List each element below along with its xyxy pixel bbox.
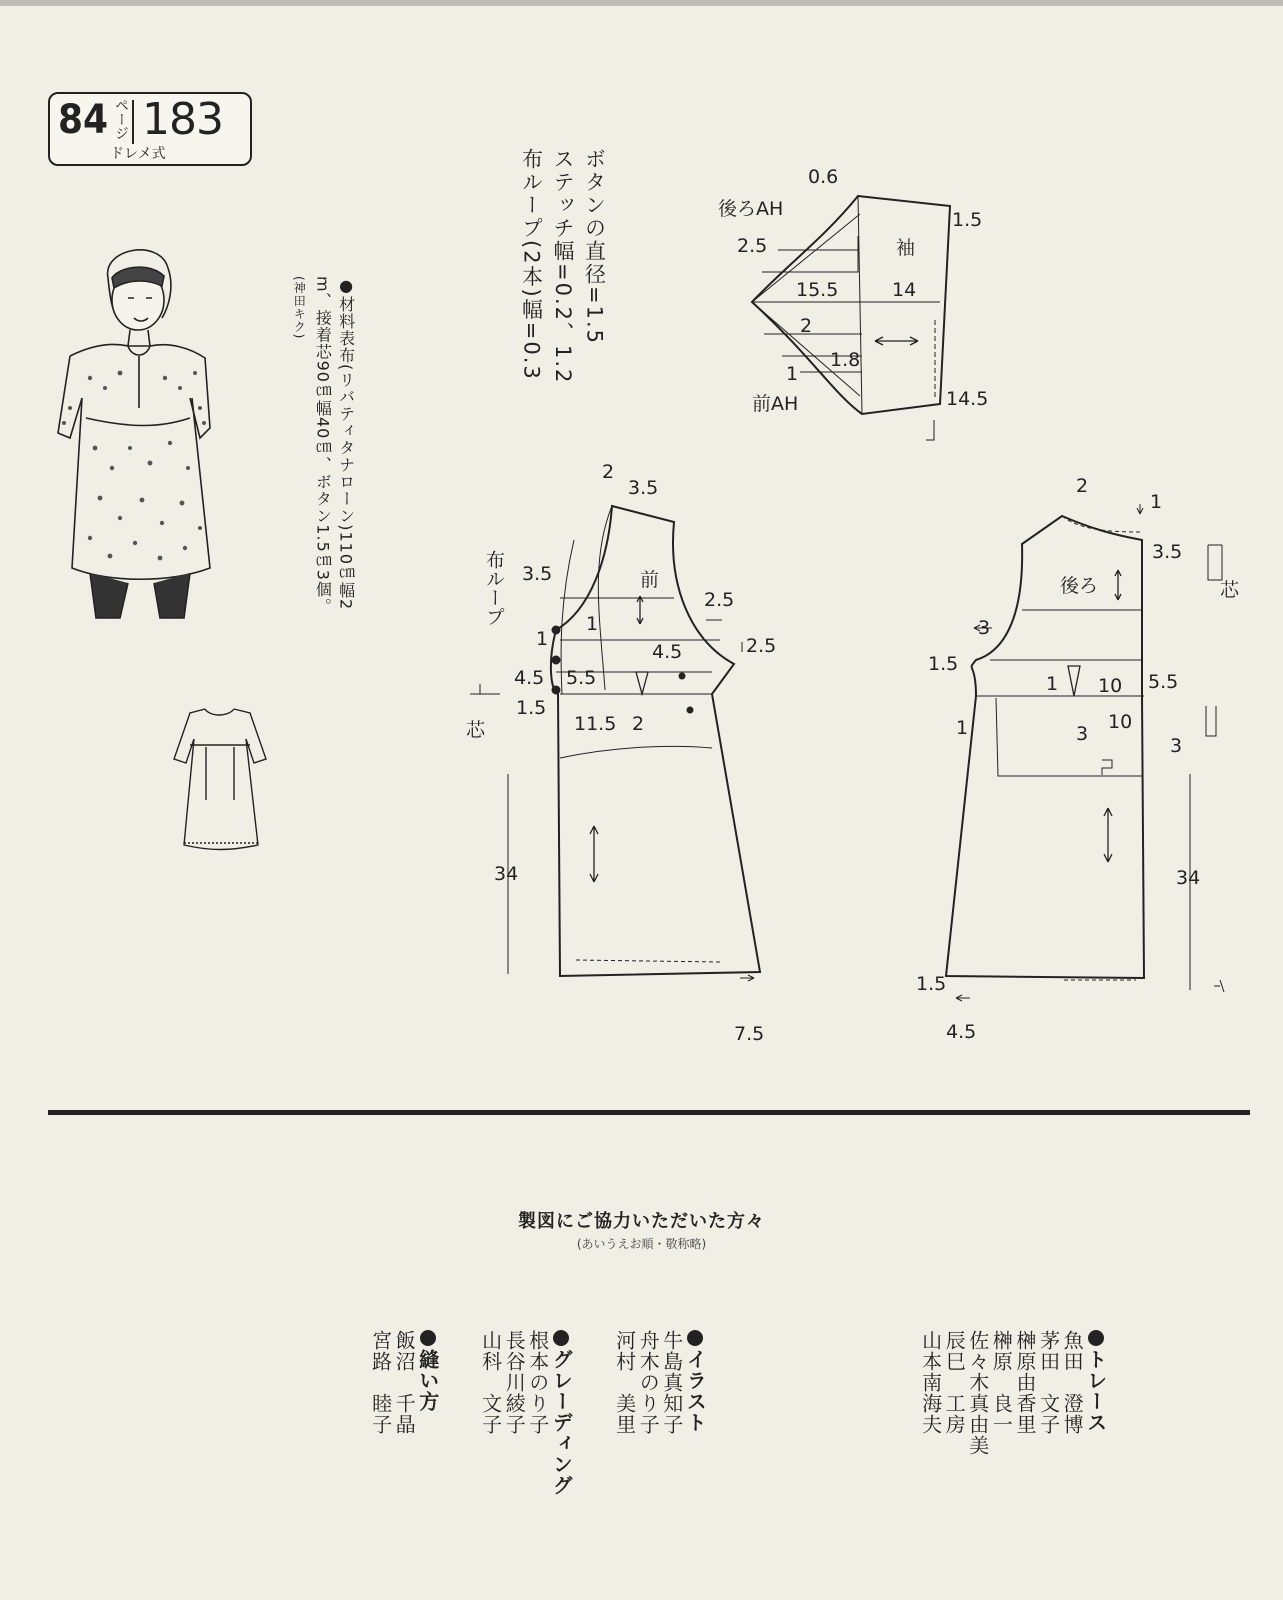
bullet-icon [420,1330,436,1346]
sleeve-m15: 1.5 [952,209,983,231]
page-unit: ページ [113,98,129,140]
credit-name: 辰巳 工房 [942,1330,967,1435]
back-m1: 1 [1150,491,1163,513]
fabric-loop-label: 布ループ [483,550,505,626]
designer-credit: (神田キク) [292,276,307,340]
back-interfacing-label: 芯 [1220,579,1240,601]
credits-title: 製図にご協力いただいた方々 [518,1211,765,1232]
notes-line1: ボタンの直径=1.5 [582,148,607,345]
front-m35top: 3.5 [628,477,659,499]
front-m45b: 4.5 [514,667,545,689]
credit-name: 舟木のり子 [636,1330,661,1435]
back-m15b: 1.5 [916,973,947,995]
credit-name: 飯沼 千晶 [392,1330,417,1435]
drafting-method: ドレメ式 [102,146,174,163]
credit-name: 山科 文子 [478,1330,503,1435]
front-labels [466,461,776,1045]
back-m10b: 10 [1108,711,1133,733]
credit-name: 榊原由香里 [1012,1330,1037,1435]
front-m45: 4.5 [652,641,683,663]
materials-line1: 表布(リバティタナローン)110㎝幅2 [336,330,356,611]
back-m15: 1.5 [928,653,959,675]
front-m1a: 1 [536,628,549,650]
back-m35: 3.5 [1152,541,1183,563]
materials-heading: ●材料 [336,276,356,330]
back-m1b: 1 [956,717,969,739]
credit-name: 河村 美里 [612,1330,637,1435]
page-number: 84 [58,97,109,143]
front-m25a: 2.5 [704,589,735,611]
back-m3c: 3 [1170,735,1183,757]
front-m55: 5.5 [566,667,597,689]
sleeve-m145: 14.5 [946,388,989,410]
credit-name: 山本南海夫 [918,1330,943,1435]
credits-sewing [368,1330,439,1600]
credits-trace [918,1330,1107,1600]
sleeve-m14: 14 [892,279,917,301]
credit-name: 根本のり子 [525,1330,550,1435]
bullet-icon [553,1330,569,1346]
front-m75: 7.5 [734,1023,765,1045]
front-m15: 1.5 [516,697,547,719]
back-m34: 34 [1176,867,1201,889]
back-m45: 4.5 [946,1021,977,1043]
materials-line2: m、接着芯90㎝幅40㎝、ボタン1.5㎝3個。 [313,276,333,615]
back-title: 後ろ [1060,575,1099,597]
back-armhole-label: 後ろAH [718,198,784,220]
sleeve-title: 袖 [896,237,916,259]
section-divider [48,1110,1250,1115]
credits-heading-trace: トレース [1083,1349,1108,1433]
front-m35: 3.5 [522,563,553,585]
front-m1b: 1 [586,613,599,635]
back-m3b: 3 [1076,723,1089,745]
bullet-icon [1088,1330,1104,1346]
back-m3: 3 [978,617,991,639]
credits-illustration [612,1330,706,1600]
front-m115: 11.5 [574,713,617,735]
front-pattern [470,506,760,981]
front-m2: 2 [602,461,615,483]
back-m2: 2 [1076,475,1089,497]
sleeve-m25: 2.5 [737,235,768,257]
credit-name: 茅田 文子 [1036,1330,1061,1435]
sleeve-m06: 0.6 [808,166,839,188]
sleeve-m2: 2 [800,315,813,337]
credits-grading [478,1330,572,1600]
notes-line3: 布ループ(2本)幅=0.3 [519,148,544,381]
front-m25b: 2.5 [746,635,777,657]
sleeve-m18: 1.8 [830,349,861,371]
credit-name: 牛島真知子 [659,1330,684,1435]
credit-name: 宮路 睦子 [368,1330,393,1435]
back-labels [916,475,1240,1043]
credit-name: 魚田 澄博 [1060,1330,1085,1435]
front-title: 前 [640,569,660,591]
credit-name: 榊原 良一 [989,1330,1014,1435]
back-m10: 10 [1098,675,1123,697]
credits-heading-sewing: 縫い方 [415,1349,440,1412]
front-interfacing-label: 芯 [466,719,486,741]
back-m55: 5.5 [1148,671,1179,693]
back-m1c: 1 [1046,673,1059,695]
credit-name: 佐々木真由美 [965,1330,990,1456]
front-m34: 34 [494,863,519,885]
front-m2b: 2 [632,713,645,735]
credits-heading-grading: グレーディング [549,1349,574,1496]
sleeve-m1: 1 [786,363,799,385]
credit-name: 長谷川綾子 [502,1330,527,1435]
credits-note: (あいうえお順・敬称略) [576,1237,707,1251]
pattern-number: 183 [142,94,223,145]
sleeve-m155: 15.5 [796,279,839,301]
notes-line2: ステッチ幅=0.2、1.2 [551,148,575,385]
front-armhole-label: 前AH [752,393,799,415]
credits-heading-illustration: イラスト [683,1349,708,1433]
bullet-icon [687,1330,703,1346]
